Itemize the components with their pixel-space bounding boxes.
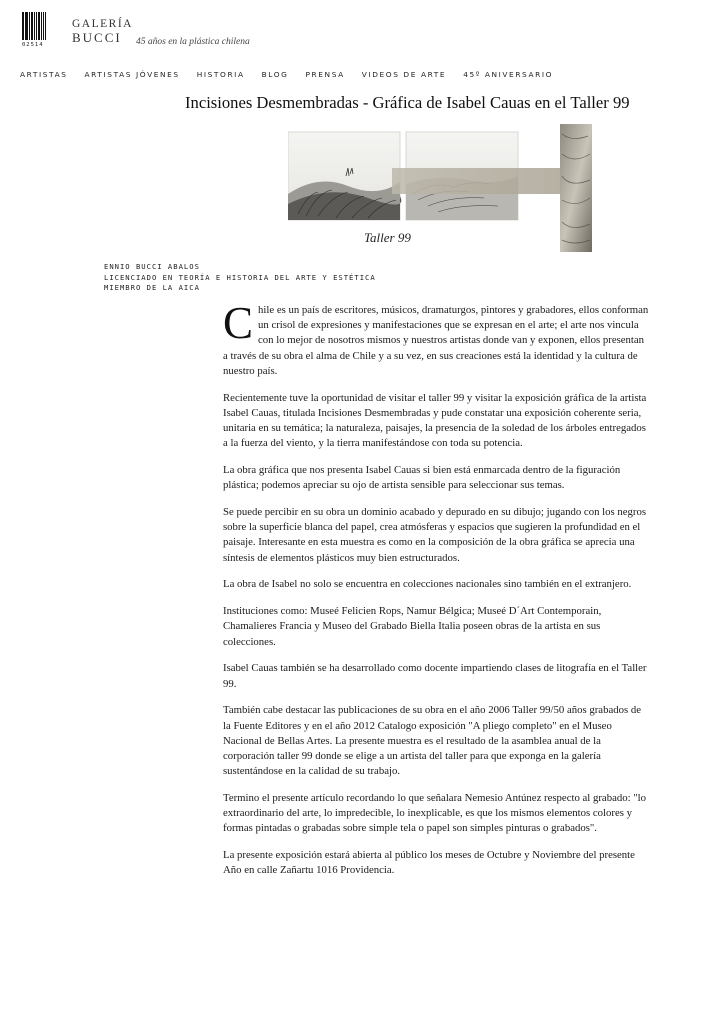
author-name: ENNIO BUCCI ABALOS [104,262,200,271]
author-role-1: LICENCIADO EN TEORÍA E HISTORIA DEL ARTE Y ESTÉTICA [104,272,376,282]
nav-item-historia[interactable]: HISTORIA [196,70,245,79]
nav-item-artistas[interactable]: ARTISTAS [20,70,68,79]
hero-image [288,124,598,252]
brand-tagline: 45 años en la plástica chilena [136,37,250,47]
artwork-illustration [288,124,598,252]
barcode-icon [22,12,46,40]
paragraph: Recientemente tuve la oportunidad de visitar el taller 99 y visitar la exposición gráfica de la artista Isabel Cauas, titulada Incisiones Desmembradas y pude constatar una exposición coherente seria, unitaria en su temática; la naturaleza, paisajes, la presencia de la soledad de los árboles entregados a la fuerza del viento, y la tierra manifestándose con toda su potencia. [223,391,647,450]
article-body [223,298,649,890]
main-nav [20,70,570,79]
nav-item-prensa[interactable]: PRENSA [305,70,345,79]
brand-line-1: GALERÍA [72,18,133,30]
brand-line-2: BUCCI [72,30,122,45]
nav-item-videos-de-arte[interactable]: VIDEOS DE ARTE [361,70,447,79]
paragraph: La obra de Isabel no solo se encuentra en colecciones nacionales sino también en el extranjero. [223,578,632,591]
barcode-number: 02514 [22,42,44,48]
hero-caption: Taller 99 [364,230,411,245]
brand-name [72,18,133,46]
article-title: Incisiones Desmembradas - Gráfica de Isabel Cauas en el Taller 99 [185,93,630,112]
paragraph-intro [223,298,649,379]
nav-item-blog[interactable]: BLOG [261,70,289,79]
paragraph: Se puede percibir en su obra un dominio acabado y depurado en su dibujo; jugando con los negros sobre la superficie blanca del papel, crea atmósferas y espacios que sugieren la profundidad en el paisaje. Interesante en esta muestra es como en la composición de la obra gráfica se aprecia una síntesis de elementos plásticos muy bien estructurados. [223,506,647,564]
paragraph: La presente exposición estará abierta al público los meses de Octubre y Noviembre del presente Año en calle Zañartu 1016 Providencia. [223,849,635,877]
nav-item-artistas-jovenes[interactable]: ARTISTAS JÓVENES [84,70,180,79]
paragraph: Instituciones como: Museé Felicien Rops, Namur Bélgica; Museé D´Art Contemporain, Chamalieres Francia y Museo del Grabado Biella Italia poseen obras de la artista en sus colecciones. [223,605,602,648]
intro-text: hile es un país de escritores, músicos, dramaturgos, pintores y grabadores, ellos conforman un crisol de expresiones y manifestaciones que se expresan en el arte; el arte nos vincula con lo mejor de nosotros mismos y nuestros artistas donde van y exponen, ellos presentan a través de su obra el alma de Chile y a su vez, en sus creaciones está la identidad y la cultura de nuestro país. [223,304,649,377]
paragraph: También cabe destacar las publicaciones de su obra en el año 2006 Taller 99/50 años grabados de la Fuente Editores y en el año 2012 Catalogo exposición "A pliego completo" en el Museo Nacional de Bellas Artes. La presente muestra es el resultado de la asamblea anual de la corporación taller 99 donde se elige a un artista del taller para que exponga en la galería sustentándose en la calidad de su trabajo. [223,704,641,778]
nav-item-aniversario[interactable]: 45º ANIVERSARIO [463,70,554,79]
paragraph: La obra gráfica que nos presenta Isabel Cauas si bien está enmarcada dentro de la figuración plástica; podemos apreciar su ojo de artista sensible para seleccionar sus temas. [223,464,621,492]
paragraph: Isabel Cauas también se ha desarrollado como docente impartiendo clases de litografía en el Taller 99. [223,662,647,690]
paragraph: Termino el presente artículo recordando lo que señalara Nemesio Antúnez respecto al grabado: "lo extraordinario del arte, lo impredecible, lo inexplicable, es que los mismos elementos colores y formas pintadas o grabadas sobre simple tela o papel son simples pinturas o grabados". [223,792,647,835]
author-role-2: MIEMBRO DE LA AICA [104,283,200,292]
article-author [104,262,376,294]
drop-cap: C [223,298,254,348]
